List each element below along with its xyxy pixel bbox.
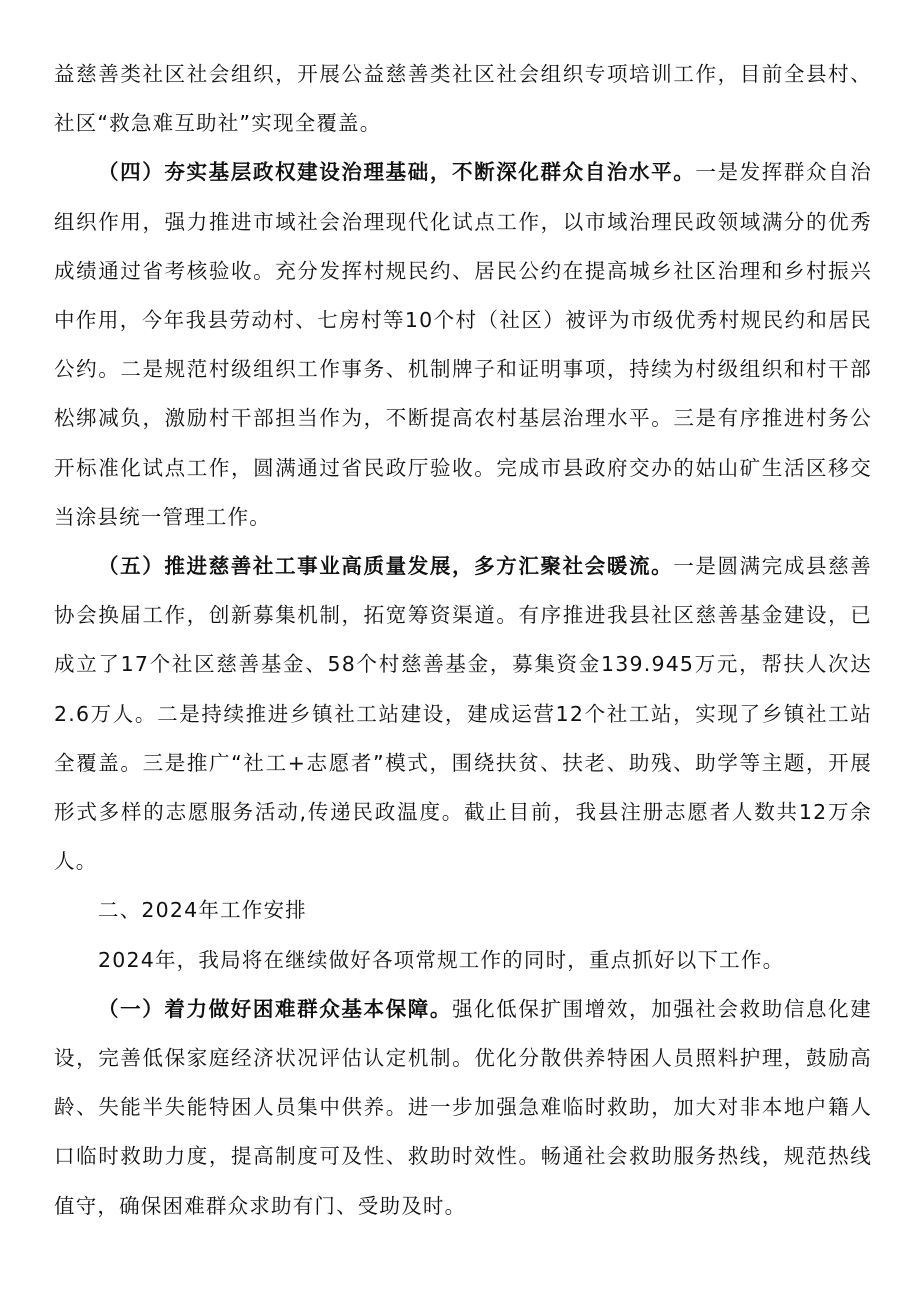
paragraph-section-5 bbox=[54, 542, 872, 886]
section-4-title: （四）夯实基层政权建设治理基础，不断深化群众自治水平。 bbox=[98, 160, 696, 185]
paragraph-item-1 bbox=[54, 985, 872, 1231]
paragraph-intro-2024: 2024年，我局将在继续做好各项常规工作的同时，重点抓好以下工作。 bbox=[98, 947, 785, 972]
section-2-heading: 二、2024年工作安排 bbox=[98, 898, 307, 923]
section-4-body: 一是发挥群众自治组织作用，强力推进市域社会治理现代化试点工作，以市域治理民政领域满分的优秀成绩通过省考核验收。充分发挥村规民约、居民公约在提高城乡社区治理和乡村振兴中作用，今年我县劳动村、七房村等10个村（社区）被评为市级优秀村规民约和居民公约。二是规范村级组织工作事务、机制牌子和证明事项，持续为村级组织和村干部松绑减负，激励村干部担当作为，不断提高农村基层治理水平。三是有序推进村务公开标准化试点工作，圆满通过省民政厅验收。完成市县政府交办的姑山矿生活区移交当涂县统一管理工作。 bbox=[54, 160, 872, 529]
paragraph-continued: 益慈善类社区社会组织，开展公益慈善类社区社会组织专项培训工作，目前全县村、社区“救急难互助社”实现全覆盖。 bbox=[54, 62, 872, 136]
item-1-title: （一）着力做好困难群众基本保障。 bbox=[98, 996, 453, 1021]
paragraph-section-4 bbox=[54, 148, 872, 542]
document-page bbox=[54, 50, 872, 1231]
item-1-body: 强化低保扩围增效，加强社会救助信息化建设，完善低保家庭经济状况评估认定机制。优化分散供养特困人员照料护理，鼓励高龄、失能半失能特困人员集中供养。进一步加强急难临时救助，加大对非本地户籍人口临时救助力度，提高制度可及性、救助时效性。畅通社会救助服务热线，规范热线值守，确保困难群众求助有门、受助及时。 bbox=[54, 996, 872, 1218]
section-5-title: （五）推进慈善社工事业高质量发展，多方汇聚社会暖流。 bbox=[98, 554, 674, 579]
section-5-body: 一是圆满完成县慈善协会换届工作，创新募集机制，拓宽筹资渠道。有序推进我县社区慈善基金建设，已成立了17个社区慈善基金、58个村慈善基金，募集资金139.945万元，帮扶人次达2.6万人。二是持续推进乡镇社工站建设，建成运营12个社工站，实现了乡镇社工站全覆盖。三是推广“社工+志愿者”模式，围绕扶贫、扶老、助残、助学等主题，开展形式多样的志愿服务活动,传递民政温度。截止目前，我县注册志愿者人数共12万余人。 bbox=[54, 554, 872, 874]
